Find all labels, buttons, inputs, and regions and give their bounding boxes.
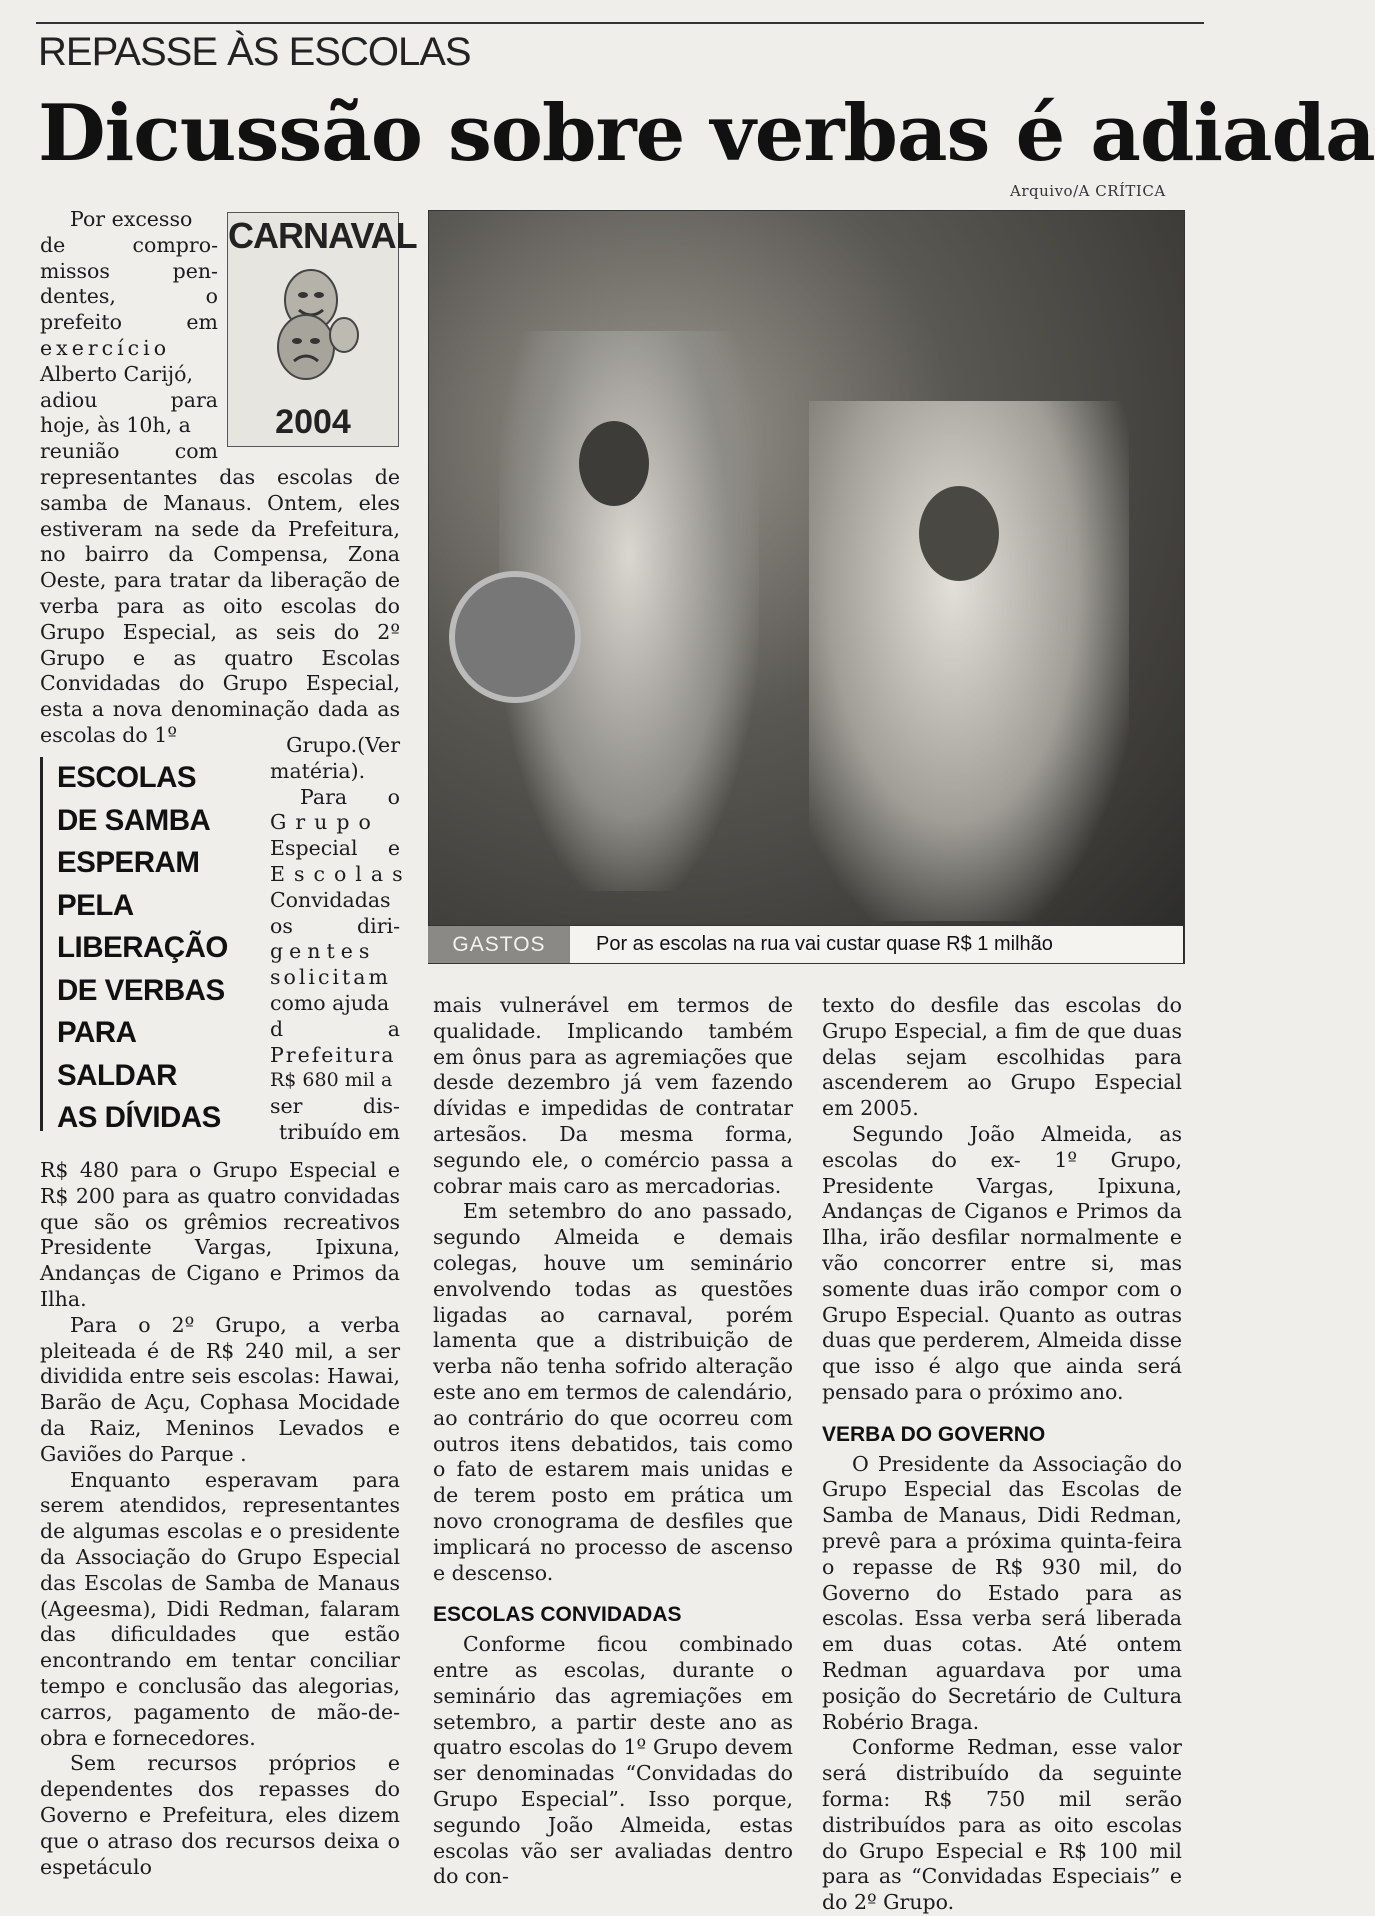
column-1-intro [40, 207, 218, 465]
carnaval-title: CARNAVAL [228, 215, 417, 256]
carnaval-year: 2004 [275, 403, 351, 441]
column-1-side [270, 733, 412, 1146]
pull-quote-line: ESCOLAS [57, 761, 197, 794]
headline: Dicussão sobre verbas é adiada [38, 88, 1375, 179]
carnival-photo [428, 210, 1185, 964]
side-line: R$ 680 mil a [270, 1069, 393, 1092]
intro-line: prefeito em [40, 310, 218, 335]
pull-quote-line: ESPERAM [57, 846, 200, 879]
photo-caption [428, 925, 1183, 964]
intro-line: de compro- [40, 232, 218, 257]
carnaval-2004-logo [227, 212, 417, 447]
queen-figure [809, 401, 1129, 921]
intro-line: missos pen- [40, 258, 218, 283]
paragraph: R$ 480 para o Grupo Especial e R$ 200 para as quatro convidadas que são os grêmios recreativos Presidente Vargas, Ipixuna, Andanças de Cigano e Primos da Ilha. [40, 1158, 400, 1311]
pull-quote-line: DE VERBAS [57, 973, 225, 1007]
side-line: Grupo [270, 810, 380, 835]
side-line: d a [270, 1016, 400, 1041]
pull-quote-line: SALDAR [57, 1058, 177, 1092]
side-line: Prefeitura [270, 1042, 396, 1067]
pull-quote-line: DE SAMBA [57, 803, 211, 837]
side-line: Para o [300, 784, 400, 809]
intro-line: Por excesso [70, 207, 193, 231]
paragraph: Enquanto esperavam para serem atendidos, representantes de algumas escolas e o presidente da Associação do Grupo Especial das Escolas de Samba de Manaus (Ageesma), Didi Redman, falaram das dificuldades que estão encontrando em tentar conciliar tempo e conclusão das alegorias, carros, pagamento de mão-de-obra e fornecedores. [40, 1467, 400, 1750]
paragraph: Conforme Redman, esse valor será distribuído da seguinte forma: R$ 750 mil serão distribuídos para as oito escolas do Grupo Especial e R$ 100 mil para as “Convidadas Especiais” e do 2º Grupo. [822, 1735, 1182, 1915]
pull-quote-line: PARA [57, 1016, 137, 1049]
side-line: Grupo.(Ver [286, 733, 400, 757]
paragraph: Conforme ficou combinado entre as escolas, durante o seminário das agremiações em setembro, a partir deste ano as quatro escolas do 1º Grupo devem ser denominadas “Convidadas do Grupo Especial”. Isso porque, segundo João Almeida, estas escolas vão ser avaliadas dentro do con- [433, 1632, 793, 1889]
paragraph: Para o 2º Grupo, a verba pleiteada é de R$ 240 mil, a ser dividida entre seis escolas: Hawai, Barão de Açu, Cophasa Mocidade da Raiz, Meninos Levados e Gaviões do Parque . [40, 1312, 400, 1466]
intro-line: reunião com [40, 439, 218, 464]
side-line: Especial e [270, 836, 400, 861]
paragraph: representantes das escolas de samba de Manaus. Ontem, eles estiveram na sede da Prefeitura, no bairro da Compensa, Zona Oeste, para tratar da liberação de verba para as oito escolas do Grupo Especial, as seis do 2º Grupo e as quatro Escolas Convidadas do Grupo Especial, esta a nova denominação dada as escolas do 1º [40, 465, 400, 747]
drummer-face [579, 421, 649, 506]
pull-quote [40, 757, 260, 1134]
side-line: os diri- [270, 913, 400, 938]
pull-quote-line: LIBERAÇÃO [57, 931, 228, 964]
paragraph: Sem recursos próprios e dependentes dos repasses do Governo e Prefeitura, eles dizem que o atraso dos recursos deixa o espetáculo [40, 1751, 400, 1879]
section-kicker: REPASSE ÀS ESCOLAS [38, 30, 471, 74]
pull-quote-line: PELA [57, 888, 134, 922]
column-2 [433, 993, 793, 1890]
paragraph: texto do desfile das escolas do Grupo Especial, a fim de que duas delas sejam escolhidas para ascenderem ao Grupo Especial em 2005. [822, 993, 1182, 1121]
column-1-body [40, 465, 400, 749]
intro-line: exercício [40, 335, 171, 360]
subheading-verba-do-governo: VERBA DO GOVERNO [822, 1422, 1046, 1446]
intro-line: Alberto Carijó, [40, 361, 193, 386]
side-line: gentes [270, 939, 376, 964]
side-line: matéria). [270, 758, 366, 783]
side-line: solicitam [270, 965, 391, 990]
subheading-escolas-convidadas: ESCOLAS CONVIDADAS [433, 1603, 682, 1627]
drum-icon [449, 571, 581, 703]
photo-credit: Arquivo/A CRÍTICA [1010, 182, 1166, 200]
intro-line: dentes, o [40, 284, 218, 309]
side-line: Convidadas [270, 887, 391, 912]
paragraph: Segundo João Almeida, as escolas do ex- 1º Grupo, Presidente Vargas, Ipixuna, Andanças de Ciganos e Primos da Ilha, irão desfilar normalmente e vão concorrer entre si, mas somente duas irão compor com o Grupo Especial. Quanto as outras duas que perderem, Almeida disse que isso é algo que ainda será pensado para o próximo ano. [822, 1121, 1182, 1404]
paragraph: Em setembro do ano passado, segundo Almeida e demais colegas, houve um seminário envolvendo todas as questões ligadas ao carnaval, porém lamenta que a distribuição de verba não tenha sofrido alteração este ano em termos de calendário, ao contrário do que ocorreu com outros itens debatidos, tais como o fato de estarem mais unidas e de terem posto em prática um novo cronograma de desfiles que implicará no processo de ascenso e descenso. [433, 1199, 793, 1585]
column-3 [822, 993, 1182, 1916]
paragraph: O Presidente da Associação do Grupo Especial das Escolas de Samba de Manaus, Didi Redman, prevê para a próxima quinta-feira o repasse de R$ 930 mil, do Governo do Estado para as escolas. Essa verba será liberada em duas cotas. Até ontem Redman aguardava por uma posição do Secretário de Cultura Robério Braga. [822, 1451, 1182, 1734]
side-line: tribuído em [278, 1119, 400, 1144]
side-line: Escolas [270, 861, 412, 886]
top-rule [36, 22, 1204, 24]
side-line: como ajuda [270, 990, 390, 1015]
column-1-bottom [40, 1158, 400, 1880]
caption-text: Por as escolas na rua vai custar quase R$ 1 milhão [596, 933, 1053, 955]
side-line: ser dis- [270, 1094, 400, 1119]
theater-masks-icon [266, 265, 361, 385]
paragraph: mais vulnerável em termos de qualidade. Implicando também em ônus para as agremiações que desde dezembro já vem fazendo dívidas e impedidas de contratar artesãos. Da mesma forma, segundo ele, o comércio passa a cobrar mais caro as mercadorias. [433, 993, 793, 1198]
pull-quote-line: AS DÍVIDAS [57, 1101, 221, 1134]
caption-tag: GASTOS [428, 926, 570, 963]
queen-face [919, 486, 999, 581]
intro-line: hoje, às 10h, a [40, 413, 191, 438]
intro-line: adiou para [40, 387, 218, 412]
